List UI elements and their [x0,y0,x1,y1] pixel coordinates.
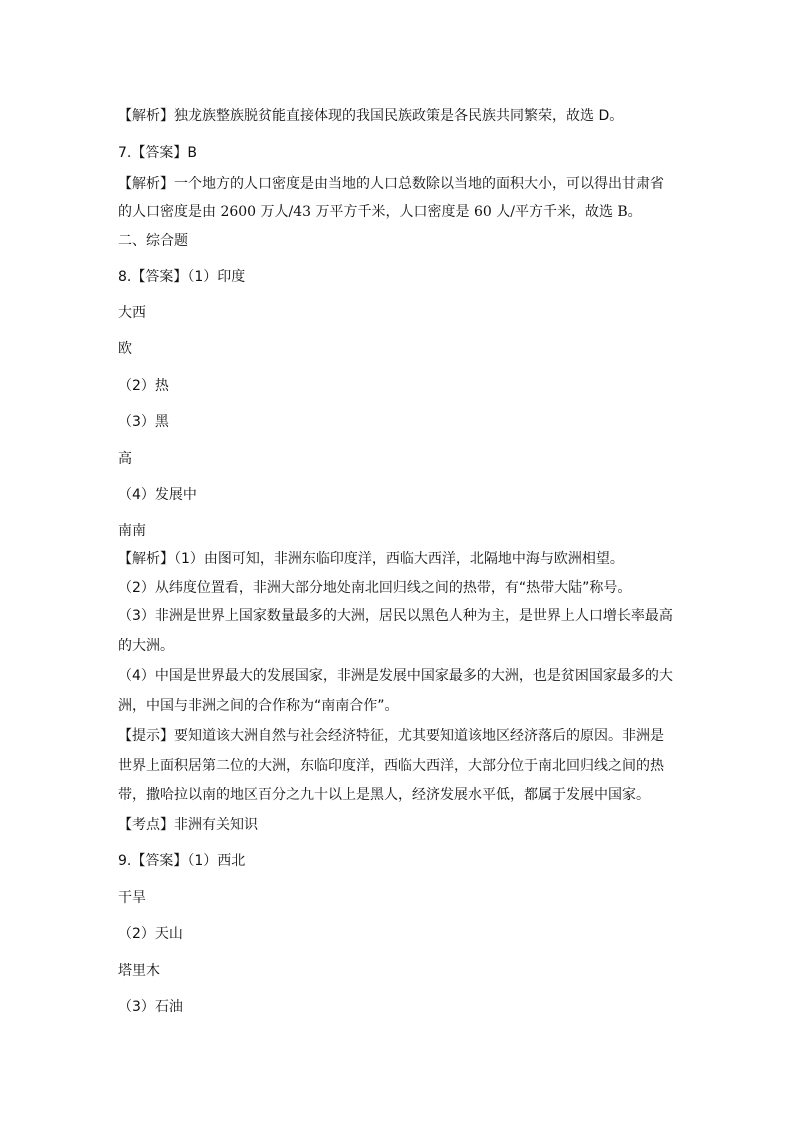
hint-8-line: 世界上面积居第二位的大洲，东临印度洋，西临大西洋，大部分位于南北回归线之间的热 [118,758,664,774]
answer-9-item: （3）石油 [118,999,183,1015]
analysis-8-line: （4）中国是世界最大的发展国家，非洲是发展中国家最多的大洲，也是贫困国家最多的大 [118,668,673,684]
answer-8-item: 高 [118,451,132,467]
answer-8-item: （3）黑 [118,414,169,430]
answer-8-line: 8.【答案】（1）印度 [118,269,246,285]
analysis-8-line: 洲，中国与非洲之间的合作称为“南南合作”。 [118,698,399,714]
hint-8-line: 带，撒哈拉以南的地区百分之九十以上是黑人，经济发展水平低，都属于发展中国家。 [118,787,650,803]
answer-8-item: （2）热 [118,378,169,394]
topic-8-line: 【考点】非洲有关知识 [118,817,258,833]
analysis-6-line: 【解析】独龙族整族脱贫能直接体现的我国民族政策是各民族共同繁荣，故选 D。 [118,108,624,124]
answer-9-item: （2）天山 [118,926,183,942]
answer-8-item: 大西 [118,305,146,321]
analysis-8-line: （3）非洲是世界上国家数量最多的大洲，居民以黑色人种为主，是世界上人口增长率最高 [118,608,673,624]
analysis-8-line: 的大洲。 [118,638,174,654]
answer-8-item: 欧 [118,341,132,357]
answer-8-item: 南南 [118,523,146,539]
hint-8-line: 【提示】要知道该大洲自然与社会经济特征，尤其要知道该地区经济落后的原因。非洲是 [118,728,664,744]
answer-9-item: 塔里木 [118,963,160,979]
answer-8-item: （4）发展中 [118,487,197,503]
analysis-7-line-2: 的人口密度是由 2600 万人/43 万平方千米，人口密度是 60 人/平方千米，故选 B。 [118,204,642,220]
section-heading: 二、综合题 [118,233,188,249]
answer-9-item: 干旱 [118,890,146,906]
answer-9-line: 9.【答案】（1）西北 [118,853,246,869]
analysis-8-line: 【解析】（1）由图可知，非洲东临印度洋，西临大西洋，北隔地中海与欧洲相望。 [118,551,624,567]
analysis-7-line-1: 【解析】一个地方的人口密度是由当地的人口总数除以当地的面积大小，可以得出甘肃省 [118,176,664,192]
analysis-8-line: （2）从纬度位置看，非洲大部分地处南北回归线之间的热带，有“热带大陆”称号。 [118,580,632,596]
answer-7-line: 7.【答案】B [118,145,197,161]
